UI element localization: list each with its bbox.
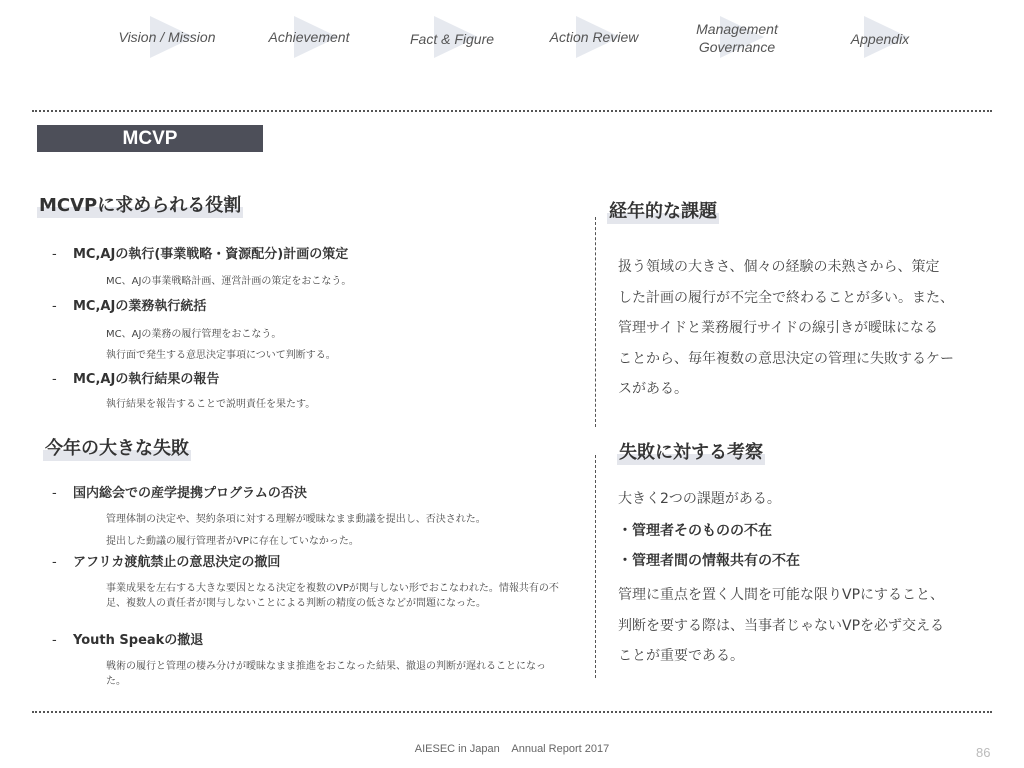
column-divider — [595, 217, 596, 427]
list-item-detail: 事業成果を左右する大きな要因となる決定を複数のVPが関与しない形でおこなわれた。情報共有の不足、複数人の責任者が関与しないことによる判断の精度の低さなどが問題になった。 — [106, 583, 559, 609]
list-item-detail: 執行面で発生する意思決定事項について判断する。 — [106, 350, 336, 361]
nav-fact-figure[interactable]: Fact & Figure — [409, 31, 495, 47]
issues-heading: 経年的な課題 — [609, 201, 717, 222]
section-title: MCVP — [37, 125, 263, 152]
list-item-detail: MC、AJの事業戦略計画、運営計画の策定をおこなう。 — [106, 276, 352, 287]
nav-achievement[interactable]: Achievement — [268, 29, 350, 45]
nav-vision-mission[interactable]: Vision / Mission — [118, 29, 216, 45]
nav-appendix[interactable]: Appendix — [850, 31, 910, 47]
analysis-intro: 大きく2つの課題がある。 — [618, 491, 781, 507]
page-number: 86 — [976, 745, 991, 760]
list-item-detail: 戦術の履行と管理の棲み分けが曖昧なまま推進をおこなった結果、撤退の判断が遅れることになった。 — [106, 661, 546, 687]
list-item-detail: MC、AJの業務の履行管理をおこなう。 — [106, 329, 282, 340]
issues-text: 扱う領域の大きさ、個々の経験の未熟さから、策定 した計画の履行が不完全で終わることが多い。また、 管理サイドと業務履行サイドの線引きが曖昧になる ことから、毎年複数の意思決定の管理に失敗するケー スがある。 — [618, 259, 954, 397]
failures-heading: 今年の大きな失敗 — [45, 438, 189, 459]
bottom-divider — [32, 711, 992, 713]
list-item-detail: 執行結果を報告することで説明責任を果たす。 — [106, 399, 316, 410]
list-item-detail: 管理体制の決定や、契約条項に対する理解が曖昧なまま動議を提出し、否決された。 — [106, 514, 486, 525]
analysis-point: ・管理者そのものの不在 — [618, 523, 772, 539]
nav-action-review[interactable]: Action Review — [549, 29, 639, 45]
analysis-heading: 失敗に対する考察 — [619, 442, 763, 463]
list-item: - MC,AJの業務執行統括 — [52, 299, 207, 314]
list-item: - MC,AJの執行結果の報告 — [52, 372, 220, 387]
list-item: - MC,AJの執行(事業戦略・資源配分)計画の策定 — [52, 247, 349, 262]
nav-management-governance[interactable]: Management Governance — [696, 21, 778, 55]
footer-text: AIESEC in Japan Annual Report 2017 — [414, 743, 610, 755]
analysis-text: 管理に重点を置く人間を可能な限りVPにすること、 判断を要する際は、当事者じゃないVPを必ず交える ことが重要である。 — [618, 587, 945, 664]
list-item: - 国内総会での産学提携プログラムの否決 — [52, 486, 307, 501]
top-divider — [32, 110, 992, 112]
roles-heading: MCVPに求められる役割 — [39, 195, 242, 216]
list-item: - アフリカ渡航禁止の意思決定の撤回 — [52, 555, 281, 570]
list-item-detail: 提出した動議の履行管理者がVPに存在していなかった。 — [106, 536, 359, 547]
analysis-point: ・管理者間の情報共有の不在 — [618, 553, 800, 569]
list-item: - Youth Speakの撤退 — [52, 633, 204, 648]
column-divider — [595, 455, 596, 678]
